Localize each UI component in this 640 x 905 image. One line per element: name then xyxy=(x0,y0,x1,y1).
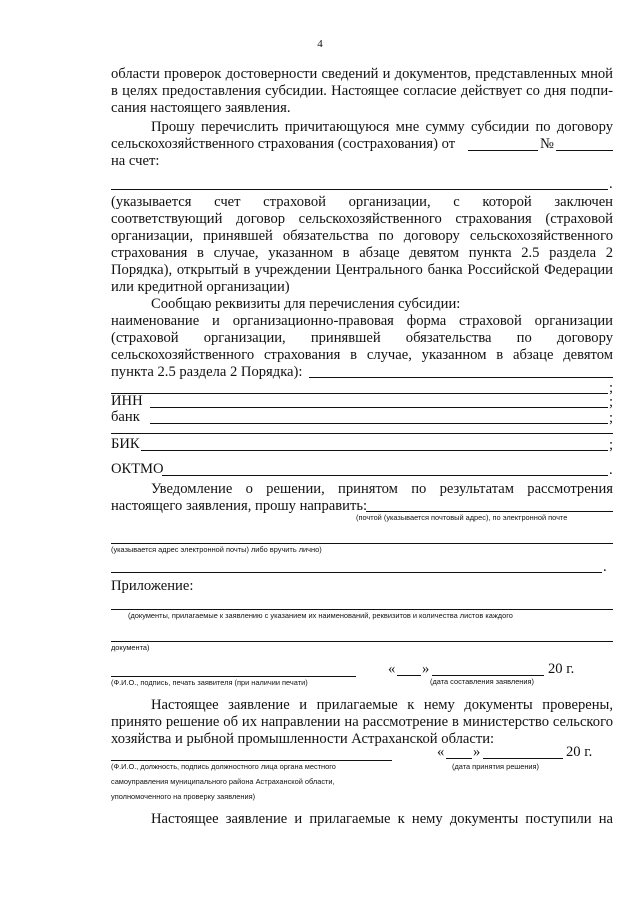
bik-field-line[interactable] xyxy=(141,450,608,451)
insurer-name-line xyxy=(309,377,613,378)
para3-line-6: или кредитной организации) xyxy=(111,279,290,295)
date1-month-line[interactable] xyxy=(432,675,544,676)
date2-year: 20 г. xyxy=(566,744,593,760)
para2-line-2: сельскохозяйственного страхования (сострахования) от xyxy=(111,136,456,152)
bank-field-line-2[interactable] xyxy=(111,433,613,434)
para4-heading: Сообщаю реквизиты для перечисления субсидии: xyxy=(151,296,461,312)
notify-line-2: настоящего заявления, прошу направить: xyxy=(111,498,368,514)
date1-close-quote: » xyxy=(422,661,430,677)
para2-line-3: на счет: xyxy=(111,153,160,169)
notify-hint-post: (почтой (указывается почтовый адрес), по электронной почте xyxy=(356,513,568,522)
inn-field-line[interactable] xyxy=(150,407,608,408)
checked-line-3: хозяйства и рыбной промышленности Астраханской области: xyxy=(111,731,495,747)
attachments-title: Приложение: xyxy=(111,578,194,594)
notify-method-line[interactable] xyxy=(366,511,613,512)
date1-day-line[interactable] xyxy=(397,675,421,676)
attachments-hint-2: документа) xyxy=(111,643,150,652)
checked-line-2: принято решение об их направлении на рассмотрение в министерство сельского xyxy=(111,714,613,730)
contract-number-line xyxy=(556,150,613,151)
para4-line-1: наименование и организационно-правовая форма страховой организации xyxy=(111,313,613,329)
official-hint-3: уполномоченного на проверку заявления) xyxy=(111,792,256,801)
bik-label: БИК xyxy=(111,436,140,452)
notify-line-1: Уведомление о решении, принятом по результатам рассмотрения xyxy=(151,481,613,497)
notify-method-line-3[interactable] xyxy=(111,572,602,573)
final-line: Настоящее заявление и прилагаемые к нему документы поступили на xyxy=(151,811,613,827)
checked-line-1: Настоящее заявление и прилагаемые к нему документы проверены, xyxy=(151,697,613,713)
document-page: 4 области проверок достоверности сведений и документов, представленных мной в целях предоставления субсидии. Настоящее согласие действует со дня подпи- сания настоящего заявления. Прошу перечислить причитающуюся мне сумму субсидии по договору сельскохозяйственного страхования (сострахования) от № на счет: . (указывается счет страховой организации, с которой заключен соответствующий договор сельскохозяйственного страхования (страховой организации, принявшей обязательства по договору сельскохозяйственного страхования в случае, указанном в абзаце девятом пункта 2.5 раздела 2 Порядка), открытый в учреждении Центрального банка Российской Федерации или кредитной организации) Сообщаю реквизиты для перечисления субсидии: наименование и организационно-правовая форма страховой организации (страховой организации, принявшей обязательства по договору сельскохозяйственного страхования в случае, указанном в абзаце девятом пункта 2.5 раздела 2 Порядка): ; ИНН ; банк ; БИК ; ОКТМО . Уведомление о решении, принятом по результатам рассмотрения настоящего заявления, прошу направить: (почтой (указывается почтовый адрес), по электронной почте (указывается адрес электронной почты) либо вручить лично) . Приложение: (документы, прилагаемые к заявлению с указанием их наименований, реквизитов и количества листов каждого документа) (Ф.И.О., подпись, печать заявителя (при наличии печати) « » 20 г. (дата составления заявления) Настоящее заявление и прилагаемые к нему документы проверены, принято решение об их направлении на рассмотрение в министерство сельского хозяйства и рыбной промышленности Астраханской области: « » 20 г. (Ф.И.О., должность, подпись должностного лица органа местного самоуправления муниципального района Астраханской области, уполномоченного на проверку заявления) (дата принятия решения) Настоящее заявление и прилагаемые к нему документы поступили на xyxy=(0,0,640,905)
attachments-line-2[interactable] xyxy=(111,641,613,642)
para2-line-1: Прошу перечислить причитающуюся мне сумму субсидии по договору xyxy=(151,119,613,135)
date1-hint: (дата составления заявления) xyxy=(430,677,534,686)
notify-hint-email: (указывается адрес электронной почты) либо вручить лично) xyxy=(111,545,322,554)
contract-date-line xyxy=(468,150,538,151)
number-sign: № xyxy=(540,136,554,152)
para3-line-2: соответствующий договор сельскохозяйственного страхования (страховой xyxy=(111,211,613,227)
official-hint-1: (Ф.И.О., должность, подпись должностного лица органа местного xyxy=(111,762,336,771)
inn-label: ИНН xyxy=(111,393,143,409)
official-hint-2: самоуправления муниципального района Астраханской области, xyxy=(111,777,335,786)
bank-field-line[interactable] xyxy=(150,423,608,424)
para3-line-4: страхования в случае, указанном в абзаце девятом пункта 2.5 раздела 2 xyxy=(111,245,613,261)
para1-line-1: области проверок достоверности сведений и документов, представленных мной xyxy=(111,66,613,82)
para1-line-2: в целях предоставления субсидии. Настоящее согласие действует со дня подпи- xyxy=(111,83,613,99)
oktmo-field-line[interactable] xyxy=(162,475,608,476)
para1-line-3: сания настоящего заявления. xyxy=(111,100,291,116)
para4-line-4: пункта 2.5 раздела 2 Порядка): xyxy=(111,364,303,380)
para4-line-2: (страховой организации, принявшей обязательства по договору xyxy=(111,330,613,346)
attachments-hint-1: (документы, прилагаемые к заявлению с указанием их наименований, реквизитов и количества листов каждого xyxy=(128,611,513,620)
date1-year: 20 г. xyxy=(548,661,575,677)
date2-open-quote: « xyxy=(437,744,445,760)
applicant-signature-hint: (Ф.И.О., подпись, печать заявителя (при наличии печати) xyxy=(111,678,308,687)
para3-line-1: (указывается счет страховой организации, с которой заключен xyxy=(111,194,613,210)
applicant-signature-line[interactable] xyxy=(111,676,356,677)
para3-line-3: организации, принявшей обязательства по договору сельскохозяйственного xyxy=(111,228,613,244)
notify-method-line-2[interactable] xyxy=(111,543,613,544)
date2-close-quote: » xyxy=(473,744,481,760)
para3-line-5: Порядка), открытый в учреждении Центрального банка Российской Федерации xyxy=(111,262,613,278)
insurer-name-line-2 xyxy=(111,393,608,394)
bank-label: банк xyxy=(111,409,140,425)
attachments-line-1[interactable] xyxy=(111,609,613,610)
date2-hint: (дата принятия решения) xyxy=(452,762,540,771)
date1-open-quote: « xyxy=(388,661,396,677)
para4-line-3: сельскохозяйственного страхования в случае, указанном в абзаце девятом xyxy=(111,347,613,363)
date2-day-line[interactable] xyxy=(446,758,472,759)
official-signature-line[interactable] xyxy=(111,760,392,761)
account-line xyxy=(111,189,608,190)
oktmo-label: ОКТМО xyxy=(111,461,164,477)
page-number: 4 xyxy=(317,38,323,50)
date2-month-line[interactable] xyxy=(483,758,563,759)
